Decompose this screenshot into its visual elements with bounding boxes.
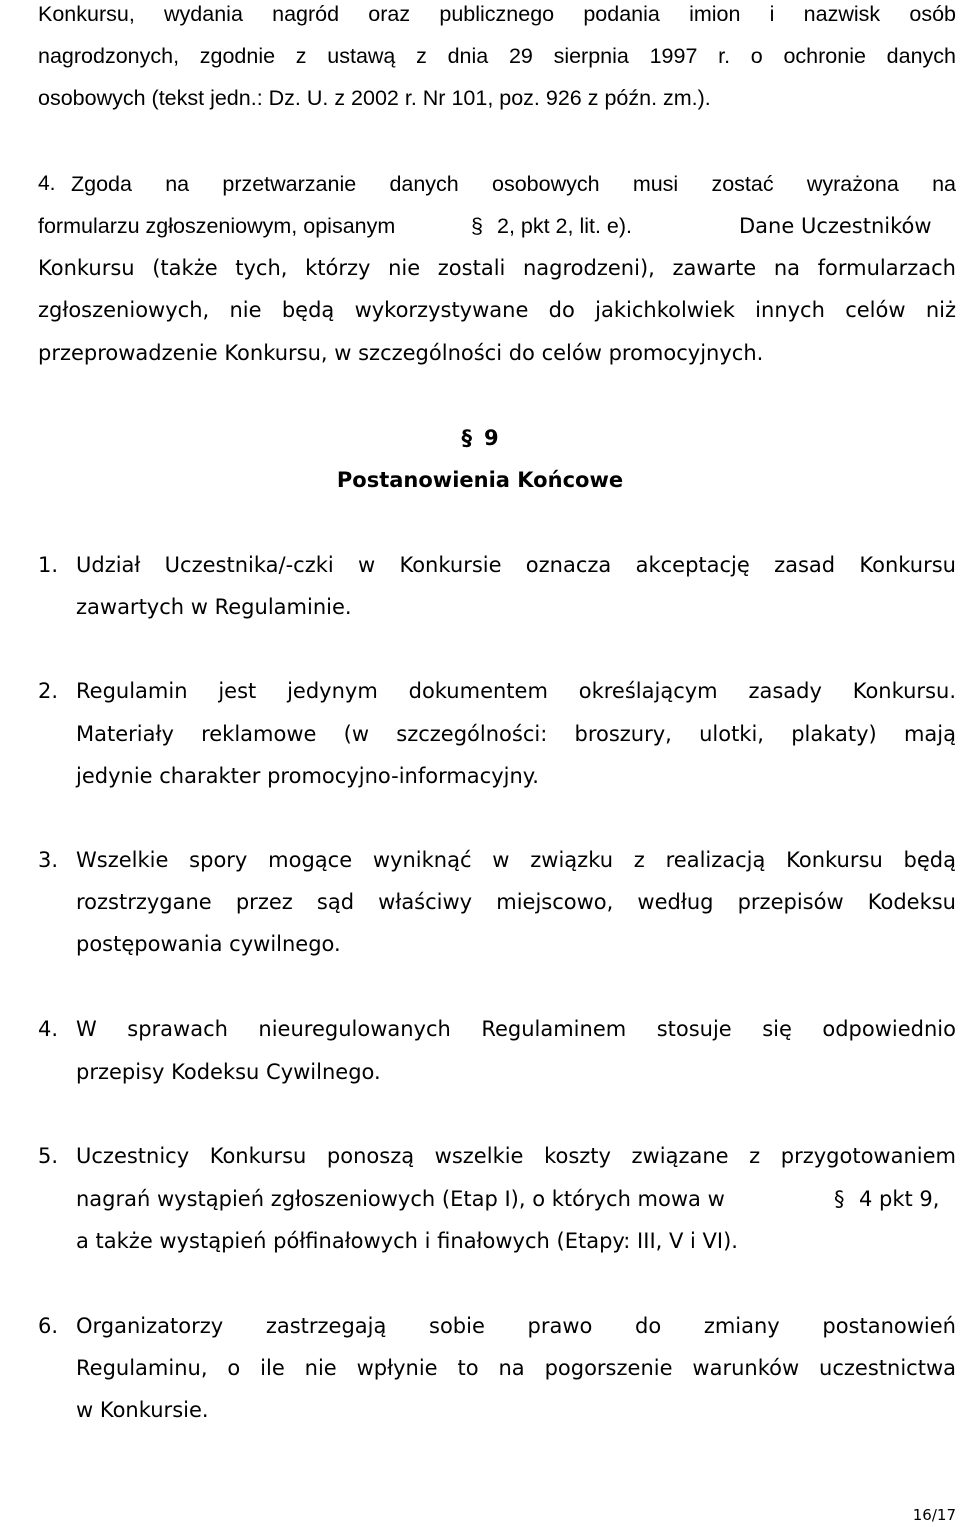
page-number: 16/17 xyxy=(912,1506,956,1524)
item4-line-5: przeprowadzenie Konkursu, w szczególności do celów promocyjnych. xyxy=(38,341,764,365)
section-title: Postanowienia Końcowe xyxy=(336,468,624,492)
section-heading-number: § 9 xyxy=(461,426,499,450)
item-number: 3. xyxy=(38,848,59,872)
item-line: postępowania cywilnego. xyxy=(76,932,341,956)
item-number: 4. xyxy=(38,1017,59,1041)
item-line: Materiały reklamowe (w szczególności: broszury, ulotki, plakaty) mają xyxy=(76,722,956,746)
item-number: 1. xyxy=(38,553,59,577)
intro-line-2: nagrodzonych, zgodnie z ustawą z dnia 29 sierpnia 1997 r. o ochronie danych xyxy=(38,44,956,68)
intro-line-3: osobowych (tekst jedn.: Dz. U. z 2002 r. Nr 101, poz. 926 z późn. zm.). xyxy=(38,86,711,110)
item-line: Uczestnicy Konkursu ponoszą wszelkie koszty związane z przygotowaniem xyxy=(76,1144,956,1168)
item-line: jedynie charakter promocyjno-informacyjny. xyxy=(76,764,539,788)
section-symbol-icon: § xyxy=(471,214,483,238)
item-number: 4. xyxy=(38,172,56,195)
item-line: Organizatorzy zastrzegają sobie prawo do zmiany postanowień xyxy=(76,1314,956,1338)
item-line: rozstrzygane przez sąd właściwy miejscowo, według przepisów Kodeksu xyxy=(76,890,956,914)
section-symbol-icon: § xyxy=(461,426,472,450)
item-number: 2. xyxy=(38,679,59,703)
intro-line-1: Konkursu, wydania nagród oraz publicznego podania imion i nazwisk osób xyxy=(38,2,956,26)
item-line: 4 pkt 9, xyxy=(859,1187,940,1211)
section-symbol-icon: § xyxy=(834,1187,845,1211)
item-line: a także wystąpień półfinałowych i finałowych (Etapy: III, V i VI). xyxy=(76,1229,738,1253)
item-number: 5. xyxy=(38,1144,59,1168)
item-line: przepisy Kodeksu Cywilnego. xyxy=(76,1060,381,1084)
item4-line-3: Konkursu (także tych, którzy nie zostali nagrodzeni), zawarte na formularzach xyxy=(38,256,956,280)
item4-line-2c: Dane Uczestników xyxy=(739,214,932,238)
item-line: Regulaminu, o ile nie wpłynie to na pogorszenie warunków uczestnictwa xyxy=(76,1356,956,1380)
item-line: Udział Uczestnika/-czki w Konkursie oznacza akceptację zasad Konkursu xyxy=(76,553,956,577)
item4-line-1: Zgoda na przetwarzanie danych osobowych musi zostać wyrażona na xyxy=(71,172,956,196)
item-line: Regulamin jest jedynym dokumentem określającym zasady Konkursu. xyxy=(76,679,956,703)
item-line: zawartych w Regulaminie. xyxy=(76,595,352,619)
item4-line-2b: 2, pkt 2, lit. e). xyxy=(497,214,633,238)
item-number: 6. xyxy=(38,1314,59,1338)
item-line: nagrań wystąpień zgłoszeniowych (Etap I), o których mowa w xyxy=(76,1187,725,1211)
item4-line-2a: formularzu zgłoszeniowym, opisanym xyxy=(38,214,396,238)
item-line: W sprawach nieuregulowanych Regulaminem stosuje się odpowiednio xyxy=(76,1017,956,1041)
item-line: Wszelkie spory mogące wyniknąć w związku z realizacją Konkursu będą xyxy=(76,848,956,872)
item4-line-4: zgłoszeniowych, nie będą wykorzystywane do jakichkolwiek innych celów niż xyxy=(38,298,956,322)
item-line: w Konkursie. xyxy=(76,1398,209,1422)
